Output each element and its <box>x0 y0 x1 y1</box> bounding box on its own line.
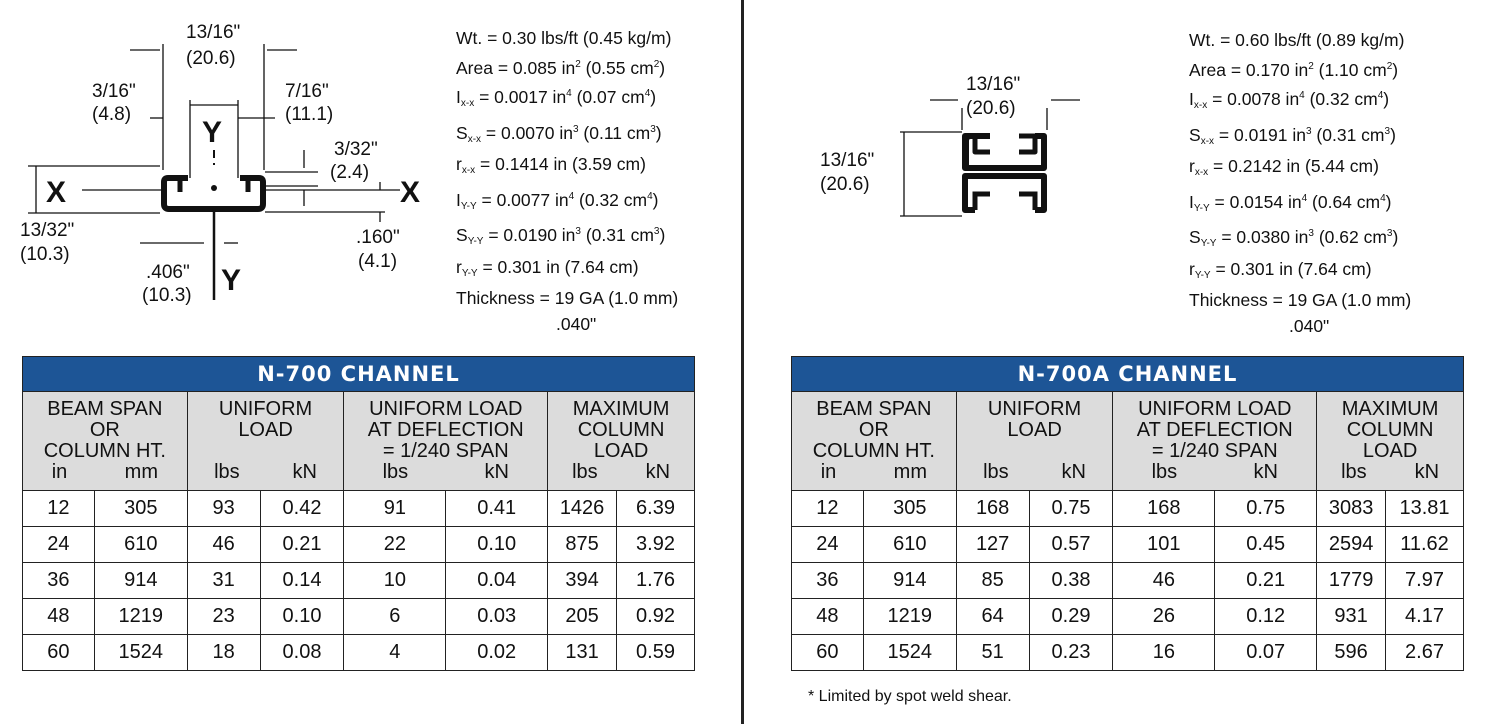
dim-width-mm: (20.6) <box>966 98 1016 119</box>
prop-syy: $S_{Y-Y} = 0.0380$ $in^3$ (0.62 $cm^3$) <box>1189 227 1399 249</box>
table-cell: 0.59 <box>617 635 695 671</box>
table-row <box>23 491 695 527</box>
table-cell: 13.81 <box>1386 491 1464 527</box>
prop-ixx: $I_{x-x} = 0.0017$ $in^4$ (0.07 $cm^4$) <box>456 87 657 109</box>
table-cell: 24 <box>792 527 864 563</box>
table-cell: 26 <box>1113 599 1215 635</box>
prop-sxx: $S_{x-x} = 0.0070$ $in^3$ (0.11 $cm^3$) <box>456 122 662 145</box>
n700-properties <box>456 26 678 337</box>
table-cell: 16 <box>1113 635 1215 671</box>
dim-top-width: 13/16" <box>186 22 241 43</box>
n700-profile-diagram <box>0 0 440 310</box>
table-cell: 101 <box>1113 527 1215 563</box>
table-cell: 610 <box>94 527 187 563</box>
table-cell: 51 <box>956 635 1029 671</box>
dim-height-mm: (20.6) <box>820 174 870 195</box>
table-title: N-700 CHANNEL <box>23 357 695 392</box>
prop-thickness-in: .040" <box>1289 315 1330 336</box>
table-cell: 1779 <box>1317 563 1386 599</box>
table-cell: 48 <box>23 599 95 635</box>
table-cell: 3083 <box>1317 491 1386 527</box>
table-cell: 12 <box>23 491 95 527</box>
table-cell: 0.23 <box>1029 635 1113 671</box>
table-cell: 1219 <box>863 599 956 635</box>
table-cell: 2.67 <box>1386 635 1464 671</box>
table-cell: 610 <box>863 527 956 563</box>
table-cell: 305 <box>94 491 187 527</box>
table-cell: 22 <box>344 527 446 563</box>
dim-height: 13/32" <box>20 220 75 241</box>
table-cell: 12 <box>792 491 864 527</box>
table-cell: 127 <box>956 527 1029 563</box>
table-cell: 0.14 <box>260 563 344 599</box>
table-cell: 4.17 <box>1386 599 1464 635</box>
table-cell: 36 <box>792 563 864 599</box>
n700-load-table <box>22 356 695 671</box>
n700a-profile-diagram <box>800 60 1100 240</box>
prop-thickness: Thickness = 19 GA (1.0 mm) <box>1189 290 1412 310</box>
header-deflection-load: UNIFORM LOAD AT DEFLECTION = 1/240 SPAN lbs kN <box>344 392 548 491</box>
prop-iyy: $I_{Y-Y} = 0.0077$ $in^4$ (0.32 $cm^4$) <box>456 189 659 212</box>
table-cell: 2594 <box>1317 527 1386 563</box>
prop-sxx: $S_{x-x} = 0.0191$ $in^3$ (0.31 $cm^3$) <box>1189 124 1396 147</box>
table-cell: 394 <box>548 563 617 599</box>
table-cell: 46 <box>1113 563 1215 599</box>
table-row <box>23 599 695 635</box>
table-cell: 60 <box>792 635 864 671</box>
dim-lip-mm: (4.8) <box>92 104 132 125</box>
table-row <box>23 563 695 599</box>
table-cell: 1524 <box>94 635 187 671</box>
header-span: BEAM SPAN OR COLUMN HT. in mm <box>23 392 188 491</box>
n700a-load-table <box>791 356 1464 671</box>
prop-ryy: $r_{Y-Y} = 0.301$ in (7.64 cm) <box>456 256 639 279</box>
table-cell: 0.03 <box>446 599 548 635</box>
prop-weight: Wt. = 0.30 lbs/ft (0.45 kg/m) <box>456 28 672 48</box>
table-row <box>792 527 1464 563</box>
dim-height: 13/16" <box>820 150 875 171</box>
table-cell: 0.21 <box>1215 563 1317 599</box>
dim-height-mm: (10.3) <box>20 244 70 265</box>
table-cell: 1219 <box>94 599 187 635</box>
page-divider <box>741 0 744 724</box>
table-cell: 168 <box>956 491 1029 527</box>
table-row <box>792 563 1464 599</box>
n700a-properties <box>1189 28 1411 339</box>
table-cell: 0.75 <box>1215 491 1317 527</box>
dim-bottom: .406" <box>146 262 190 283</box>
prop-syy: $S_{Y-Y} = 0.0190$ $in^3$ (0.31 $cm^3$) <box>456 225 666 247</box>
table-cell: 0.75 <box>1029 491 1113 527</box>
prop-ryy: $r_{Y-Y} = 0.301$ in (7.64 cm) <box>1189 258 1372 281</box>
prop-rxx: $r_{x-x} = 0.2142$ in (5.44 cm) <box>1189 156 1379 178</box>
table-cell: 6.39 <box>617 491 695 527</box>
table-cell: 1426 <box>548 491 617 527</box>
table-cell: 10 <box>344 563 446 599</box>
table-cell: 6 <box>344 599 446 635</box>
header-column-load: MAXIMUM COLUMN LOAD lbs kN <box>1317 392 1464 491</box>
table-row <box>792 599 1464 635</box>
prop-area: Area = 0.170 $in^2$ (1.10 $cm^2$) <box>1189 59 1399 80</box>
dim-opening-mm: (11.1) <box>285 104 334 125</box>
prop-thickness-in: .040" <box>556 313 597 334</box>
prop-iyy: $I_{Y-Y} = 0.0154$ $in^4$ (0.64 $cm^4$) <box>1189 191 1392 214</box>
table-cell: 931 <box>1317 599 1386 635</box>
dim-gap-mm: (2.4) <box>330 162 370 183</box>
table-cell: 23 <box>187 599 260 635</box>
table-cell: 24 <box>23 527 95 563</box>
x-axis-label-right: X <box>400 176 421 209</box>
dim-width: 13/16" <box>966 74 1021 95</box>
dim-opening: 7/16" <box>285 81 329 102</box>
table-cell: 0.38 <box>1029 563 1113 599</box>
x-axis-label-left: X <box>46 176 67 209</box>
table-cell: 914 <box>863 563 956 599</box>
table-cell: 7.97 <box>1386 563 1464 599</box>
dim-bottom-right: .160" <box>356 227 400 248</box>
table-cell: 914 <box>94 563 187 599</box>
table-row <box>792 491 1464 527</box>
table-cell: 18 <box>187 635 260 671</box>
table-cell: 0.92 <box>617 599 695 635</box>
prop-ixx: $I_{x-x} = 0.0078$ $in^4$ (0.32 $cm^4$) <box>1189 89 1390 111</box>
table-cell: 0.07 <box>1215 635 1317 671</box>
header-deflection-load: UNIFORM LOAD AT DEFLECTION = 1/240 SPAN lbs kN <box>1113 392 1317 491</box>
footnote: * Limited by spot weld shear. <box>808 688 1012 705</box>
table-cell: 0.04 <box>446 563 548 599</box>
table-cell: 85 <box>956 563 1029 599</box>
table-body <box>792 491 1464 671</box>
table-cell: 0.42 <box>260 491 344 527</box>
dim-lip: 3/16" <box>92 81 136 102</box>
table-cell: 48 <box>792 599 864 635</box>
table-row <box>23 527 695 563</box>
dim-top-width-mm: (20.6) <box>186 48 236 69</box>
table-cell: 205 <box>548 599 617 635</box>
prop-rxx: $r_{x-x} = 0.1414$ in (3.59 cm) <box>456 154 646 176</box>
dim-bottom-mm: (10.3) <box>142 285 192 306</box>
dim-bottom-right-mm: (4.1) <box>358 251 398 272</box>
table-cell: 0.45 <box>1215 527 1317 563</box>
table-row <box>23 635 695 671</box>
prop-area: Area = 0.085 $in^2$ (0.55 $cm^2$) <box>456 57 666 78</box>
y-axis-label-bottom: Y <box>221 264 242 297</box>
table-cell: 168 <box>1113 491 1215 527</box>
table-cell: 60 <box>23 635 95 671</box>
table-cell: 0.10 <box>260 599 344 635</box>
header-uniform-load: UNIFORM LOAD lbs kN <box>187 392 344 491</box>
table-cell: 0.41 <box>446 491 548 527</box>
table-cell: 3.92 <box>617 527 695 563</box>
table-cell: 0.29 <box>1029 599 1113 635</box>
y-axis-label-top: Y <box>202 116 223 149</box>
dim-gap: 3/32" <box>334 139 378 160</box>
table-cell: 4 <box>344 635 446 671</box>
table-cell: 875 <box>548 527 617 563</box>
table-cell: 64 <box>956 599 1029 635</box>
table-cell: 596 <box>1317 635 1386 671</box>
table-cell: 1.76 <box>617 563 695 599</box>
table-cell: 0.12 <box>1215 599 1317 635</box>
table-cell: 0.08 <box>260 635 344 671</box>
table-row <box>792 635 1464 671</box>
table-cell: 305 <box>863 491 956 527</box>
prop-weight: Wt. = 0.60 lbs/ft (0.89 kg/m) <box>1189 30 1405 50</box>
table-cell: 0.21 <box>260 527 344 563</box>
prop-thickness: Thickness = 19 GA (1.0 mm) <box>456 288 679 308</box>
table-cell: 11.62 <box>1386 527 1464 563</box>
table-cell: 31 <box>187 563 260 599</box>
header-uniform-load: UNIFORM LOAD lbs kN <box>956 392 1113 491</box>
table-cell: 36 <box>23 563 95 599</box>
table-cell: 91 <box>344 491 446 527</box>
table-cell: 0.10 <box>446 527 548 563</box>
table-cell: 1524 <box>863 635 956 671</box>
header-span: BEAM SPAN OR COLUMN HT. in mm <box>792 392 957 491</box>
header-column-load: MAXIMUM COLUMN LOAD lbs kN <box>548 392 695 491</box>
table-cell: 0.57 <box>1029 527 1113 563</box>
table-title: N-700A CHANNEL <box>792 357 1464 392</box>
table-cell: 0.02 <box>446 635 548 671</box>
table-cell: 46 <box>187 527 260 563</box>
table-body <box>23 491 695 671</box>
table-cell: 131 <box>548 635 617 671</box>
table-cell: 93 <box>187 491 260 527</box>
